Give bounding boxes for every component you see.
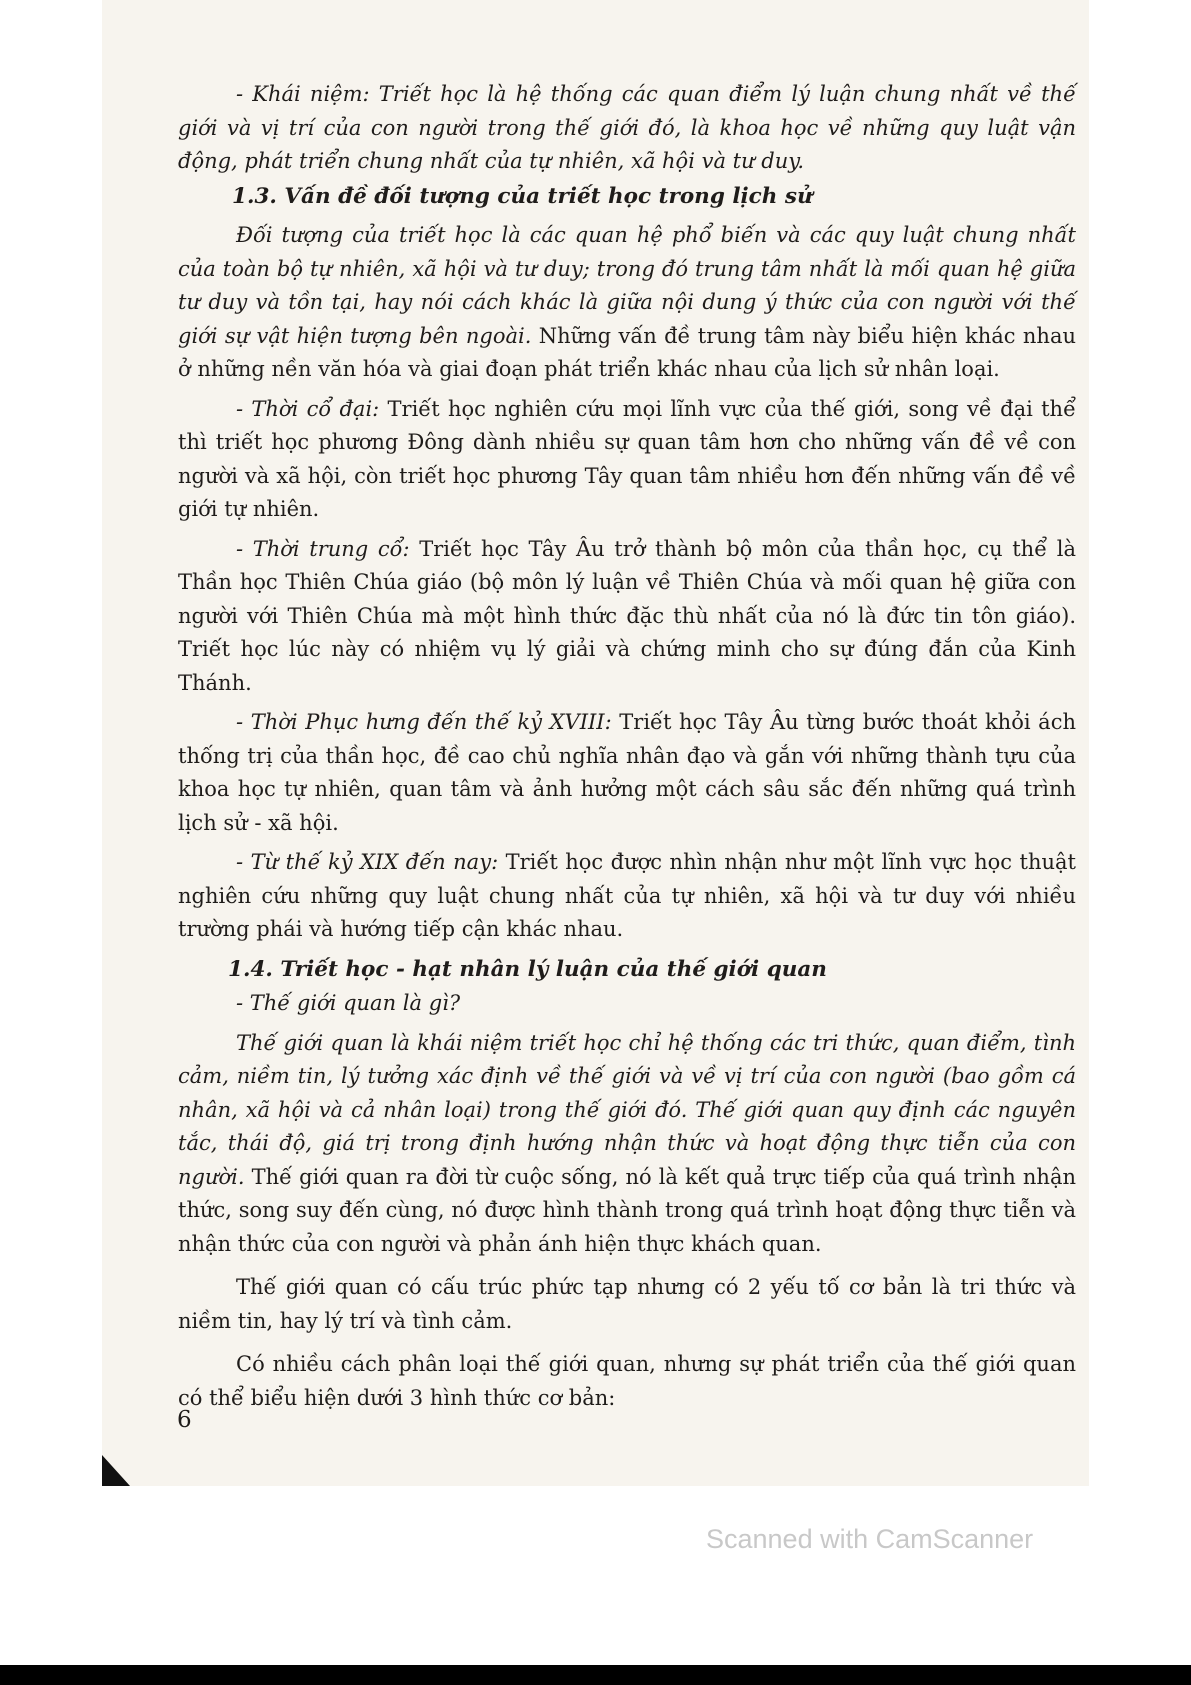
paragraph-object (178, 219, 1076, 387)
worldview-text: Thế giới quan ra đời từ cuộc sống, nó là kết quả trực tiếp của quá trình nhận thức, song suy đến cùng, nó được hình thành trong quá trình hoạt động thực tiễn và nhận thức của con người và phản ánh hiện thực khách quan. (178, 1164, 1076, 1256)
section-heading-1-4: 1.4. Triết học - hạt nhân lý luận của thế giới quan (228, 956, 827, 982)
modern-lead: - Từ thế kỷ XIX đến nay: (236, 850, 499, 874)
renaissance-text: Triết học Tây Âu từng bước thoát khỏi ách thống trị của thần học, đề cao chủ nghĩa nhân đạo và gắn với những thành tựu của khoa học tự nhiên, quan tâm và ảnh hưởng một cách sâu sắc đến những quá trình lịch sử - xã hội. (178, 710, 1076, 835)
medieval-text: Triết học Tây Âu trở thành bộ môn của thần học, cụ thể là Thần học Thiên Chúa giáo (bộ môn lý luận về Thiên Chúa và mối quan hệ giữa con người với Thiên Chúa mà một hình thức đặc thù nhất của nó là đức tin tôn giáo). Triết học lúc này có nhiệm vụ lý giải và chứng minh cho sự đúng đắn của Kinh Thánh. (178, 536, 1076, 695)
paragraph-definition (178, 78, 1076, 179)
definition-lead: - Khái niệm: (236, 82, 370, 106)
ancient-lead: - Thời cổ đại: (236, 396, 380, 421)
bottom-edge-bar (0, 1665, 1191, 1685)
renaissance-lead: - Thời Phục hưng đến thế kỷ XVIII: (236, 710, 612, 734)
medieval-lead: - Thời trung cổ: (236, 536, 410, 561)
paragraph-modern (178, 846, 1076, 947)
definition-text: Triết học là hệ thống các quan điểm lý luận chung nhất về thế giới và vị trí của con người trong thế giới đó, là khoa học về những quy luật vận động, phát triển chung nhất của tự nhiên, xã hội và tư duy. (178, 82, 1076, 173)
ancient-text: Triết học nghiên cứu mọi lĩnh vực của thế giới, song về đại thể thì triết học phương Đông dành nhiều sự quan tâm hơn cho những vấn đề về con người và xã hội, còn triết học phương Tây quan tâm nhiều hơn đến những vấn đề về giới tự nhiên. (178, 396, 1076, 521)
page-body (178, 78, 1076, 1416)
paragraph-ancient (178, 393, 1076, 527)
paragraph-forms: Có nhiều cách phân loại thế giới quan, nhưng sự phát triển của thế giới quan có thể biểu hiện dưới 3 hình thức cơ bản: (178, 1352, 1076, 1410)
paragraph-renaissance (178, 706, 1076, 840)
object-text: Những vấn đề trung tâm này biểu hiện khác nhau ở những nền văn hóa và giai đoạn phát triển khác nhau của lịch sử nhân loại. (178, 323, 1076, 381)
paragraph-medieval (178, 533, 1076, 701)
worldview-italic: Thế giới quan là khái niệm triết học chỉ hệ thống các tri thức, quan điểm, tình cảm, niềm tin, lý tưởng xác định về thế giới và về vị trí của con người (bao gồm cá nhân, xã hội và cả nhân loại) trong thế giới đó. Thế giới quan quy định các nguyên tắc, thái độ, giá trị trong định hướng nhận thức và hoạt động thực tiễn của con người. (178, 1030, 1076, 1189)
camscanner-watermark: Scanned with CamScanner (706, 1524, 1034, 1554)
paragraph-structure: Thế giới quan có cấu trúc phức tạp nhưng có 2 yếu tố cơ bản là tri thức và niềm tin, hay lý trí và tình cảm. (178, 1275, 1076, 1333)
object-italic: Đối tượng của triết học là các quan hệ phổ biến và các quy luật chung nhất của toàn bộ tự nhiên, xã hội và tư duy; trong đó trung tâm nhất là mối quan hệ giữa tư duy và tồn tại, hay nói cách khác là giữa nội dung ý thức của con người với thế giới sự vật hiện tượng bên ngoài. (178, 223, 1076, 348)
section-heading-1-3: 1.3. Vấn đề đối tượng của triết học trong lịch sử (232, 183, 813, 209)
modern-text: Triết học được nhìn nhận như một lĩnh vực học thuật nghiên cứu những quy luật chung nhất của tự nhiên, xã hội và tư duy với nhiều trường phái và hướng tiếp cận khác nhau. (178, 850, 1076, 941)
page-number: 6 (177, 1407, 192, 1433)
paragraph-question: - Thế giới quan là gì? (236, 991, 461, 1015)
page-corner-shadow (102, 1455, 130, 1486)
paragraph-worldview (178, 1027, 1076, 1262)
